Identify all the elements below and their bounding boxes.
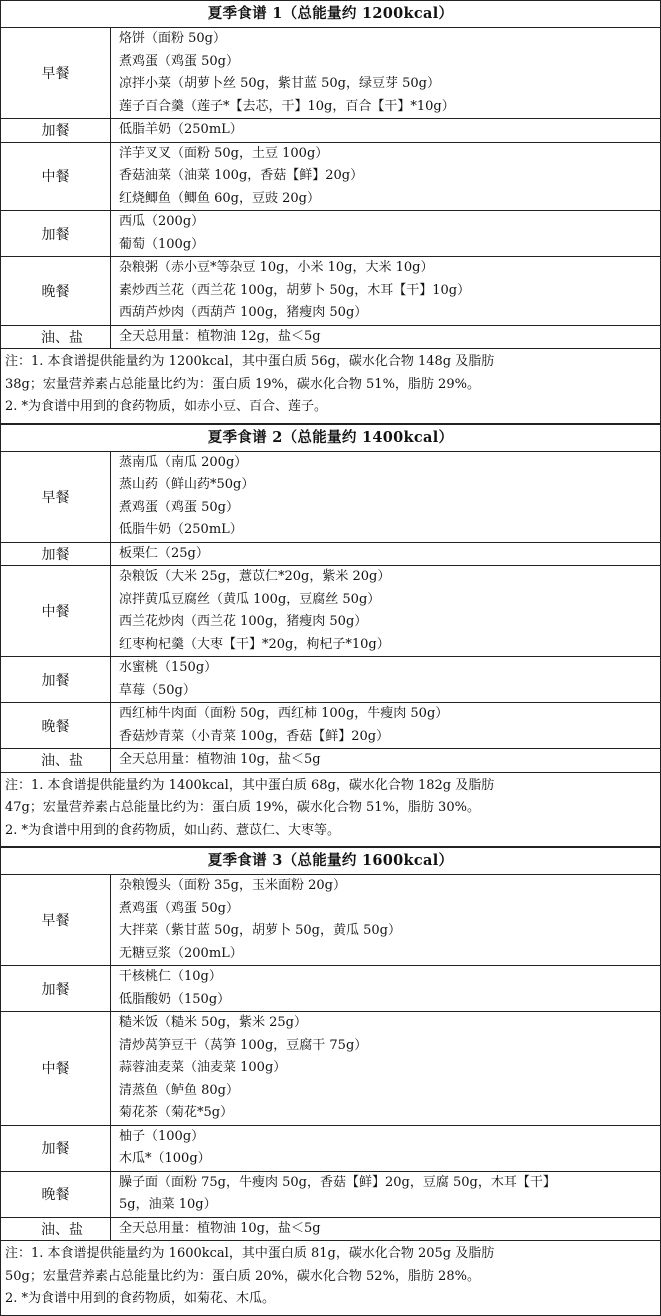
meal-item: 煮鸡蛋（鸡蛋 50g） <box>119 53 239 69</box>
meal-row <box>1 875 660 966</box>
meal-row <box>1 966 660 1012</box>
meal-item: 臊子面（面粉 75g，牛瘦肉 50g，香菇【鲜】20g，豆腐 50g，木耳【干】 <box>119 1174 556 1190</box>
meal-name: 早餐 <box>1 875 111 965</box>
meal-item: 西红柿牛肉面（面粉 50g，西红柿 100g，牛瘦肉 50g） <box>119 706 449 721</box>
meal-plan-table <box>0 847 661 1316</box>
meal-items <box>111 1012 660 1125</box>
meal-row <box>1 566 660 657</box>
meal-item: 葡萄（100g） <box>119 236 205 252</box>
meal-item: 香菇炒青菜（小青菜 100g，香菇【鲜】20g） <box>119 728 390 744</box>
meal-item: 低脂羊奶（250mL） <box>119 122 243 137</box>
meal-items <box>111 28 660 118</box>
meal-item: 杂粮饭（大米 25g，薏苡仁*20g，紫米 20g） <box>119 569 391 584</box>
meal-item: 烙饼（面粉 50g） <box>119 31 226 46</box>
meal-plan-table <box>0 0 661 424</box>
meal-name: 晚餐 <box>1 1172 111 1217</box>
meal-name: 加餐 <box>1 211 111 256</box>
meal-row <box>1 211 660 257</box>
meal-row <box>1 749 660 773</box>
meal-row <box>1 143 660 212</box>
meal-name: 早餐 <box>1 452 111 542</box>
note-line: 注：1. 本食谱提供能量约为 1600kcal，其中蛋白质 81g，碳水化合物 205g 及脂肪 <box>5 1246 495 1261</box>
meal-item: 杂粮馒头（面粉 35g，玉米面粉 20g） <box>119 878 346 893</box>
note-line: 38g；宏量营养素占总能量比约为：蛋白质 19%，碳水化合物 51%，脂肪 29%。 <box>5 376 480 392</box>
meal-items <box>111 1218 660 1241</box>
meal-item: 菊花茶（菊花*5g） <box>119 1105 234 1120</box>
note-line: 2. *为食谱中用到的食药物质，如山药、薏苡仁、大枣等。 <box>5 822 341 838</box>
plan-notes <box>1 773 660 848</box>
meal-item: 红枣枸杞羹（大枣【干】*20g，枸杞子*10g） <box>119 636 390 652</box>
meal-item: 全天总用量：植物油 12g，盐＜5g <box>119 328 321 344</box>
meal-item: 西葫芦炒肉（西葫芦 100g，猪瘦肉 50g） <box>119 305 368 320</box>
meal-item: 凉拌黄瓜豆腐丝（黄瓜 100g，豆腐丝 50g） <box>119 591 381 607</box>
meal-item: 香菇油菜（油菜 100g，香菇【鲜】20g） <box>119 168 364 183</box>
note-line: 注：1. 本食谱提供能量约为 1400kcal，其中蛋白质 68g，碳水化合物 182g 及脂肪 <box>5 777 495 793</box>
plan-notes <box>1 1241 660 1316</box>
meal-name: 油、盐 <box>1 326 111 349</box>
meal-row <box>1 1218 660 1242</box>
meal-name: 中餐 <box>1 143 111 211</box>
meal-item: 全天总用量：植物油 10g，盐＜5g <box>119 752 321 767</box>
meal-item: 大拌菜（紫甘蓝 50g，胡萝卜 50g，黄瓜 50g） <box>119 923 401 938</box>
meal-item: 蒜蓉油麦菜（油麦菜 100g） <box>119 1060 287 1075</box>
plan-title: 夏季食谱 1（总能量约 1200kcal） <box>1 0 660 28</box>
plan-title: 夏季食谱 3（总能量约 1600kcal） <box>1 847 660 875</box>
meal-item: 洋芋叉叉（面粉 50g，土豆 100g） <box>119 145 329 161</box>
note-line: 50g；宏量营养素占总能量比约为：蛋白质 20%，碳水化合物 52%，脂肪 28%。 <box>5 1268 480 1284</box>
meal-items <box>111 143 660 211</box>
meal-item: 木瓜*（100g） <box>119 1151 211 1166</box>
meal-plan-table <box>0 424 661 848</box>
meal-item: 低脂牛奶（250mL） <box>119 522 243 537</box>
meal-row <box>1 1126 660 1172</box>
meal-item: 全天总用量：植物油 10g，盐＜5g <box>119 1220 321 1236</box>
meal-items <box>111 703 660 748</box>
meal-items <box>111 875 660 965</box>
meal-item: 蒸南瓜（南瓜 200g） <box>119 454 248 470</box>
meal-item: 水蜜桃（150g） <box>119 660 218 675</box>
meal-items <box>111 257 660 325</box>
meal-item: 清蒸鱼（鲈鱼 80g） <box>119 1082 239 1098</box>
meal-item: 煮鸡蛋（鸡蛋 50g） <box>119 900 239 916</box>
plan-title: 夏季食谱 2（总能量约 1400kcal） <box>1 424 660 452</box>
meal-item: 红烧鲫鱼（鲫鱼 60g，豆豉 20g） <box>119 190 320 206</box>
note-line: 47g；宏量营养素占总能量比约为：蛋白质 19%，碳水化合物 51%，脂肪 30%。 <box>5 800 480 815</box>
plan-notes <box>1 349 660 424</box>
meal-name: 加餐 <box>1 657 111 702</box>
meal-row <box>1 657 660 703</box>
note-line: 2. *为食谱中用到的食药物质，如菊花、木瓜。 <box>5 1291 276 1306</box>
meal-item: 干核桃仁（10g） <box>119 969 222 984</box>
meal-item: 糙米饭（糙米 50g，紫米 25g） <box>119 1015 307 1030</box>
meal-item: 莲子百合羹（莲子*【去芯，干】10g，百合【干】*10g） <box>119 98 455 114</box>
meal-name: 油、盐 <box>1 1218 111 1241</box>
meal-item: 无糖豆浆（200mL） <box>119 945 243 961</box>
note-line: 注：1. 本食谱提供能量约为 1200kcal，其中蛋白质 56g，碳水化合物 148g 及脂肪 <box>5 354 495 369</box>
meal-items <box>111 119 660 142</box>
meal-name: 加餐 <box>1 1126 111 1171</box>
meal-items <box>111 657 660 702</box>
meal-item: 草莓（50g） <box>119 682 196 698</box>
meal-item: 凉拌小菜（胡萝卜丝 50g，紫甘蓝 50g，绿豆芽 50g） <box>119 76 440 91</box>
meal-items <box>111 966 660 1011</box>
meal-item: 板栗仁（25g） <box>119 545 209 561</box>
meal-items <box>111 452 660 542</box>
meal-items <box>111 749 660 772</box>
meal-name: 早餐 <box>1 28 111 118</box>
meal-item: 煮鸡蛋（鸡蛋 50g） <box>119 499 239 515</box>
meal-items <box>111 326 660 349</box>
meal-name: 加餐 <box>1 543 111 566</box>
meal-items <box>111 566 660 656</box>
meal-item: 西兰花炒肉（西兰花 100g，猪瘦肉 50g） <box>119 614 368 629</box>
meal-item: 西瓜（200g） <box>119 214 205 229</box>
meal-item: 蒸山药（鲜山药*50g） <box>119 477 255 492</box>
meal-row <box>1 1012 660 1126</box>
meal-row <box>1 28 660 119</box>
meal-name: 晚餐 <box>1 257 111 325</box>
meal-items <box>111 1126 660 1171</box>
meal-name: 加餐 <box>1 966 111 1011</box>
meal-row <box>1 452 660 543</box>
meal-items <box>111 543 660 566</box>
meal-name: 晚餐 <box>1 703 111 748</box>
meal-item: 柚子（100g） <box>119 1128 205 1144</box>
meal-items <box>111 1172 660 1217</box>
meal-row <box>1 257 660 326</box>
meal-item: 5g，油菜 10g） <box>119 1197 217 1212</box>
meal-item: 素炒西兰花（西兰花 100g，胡萝卜 50g，木耳【干】10g） <box>119 282 471 298</box>
meal-row <box>1 326 660 350</box>
meal-items <box>111 211 660 256</box>
meal-row <box>1 543 660 567</box>
meal-name: 油、盐 <box>1 749 111 772</box>
meal-row <box>1 119 660 143</box>
meal-item: 杂粮粥（赤小豆*等杂豆 10g，小米 10g，大米 10g） <box>119 260 434 275</box>
meal-item: 清炒莴笋豆干（莴笋 100g，豆腐干 75g） <box>119 1037 368 1053</box>
meal-row <box>1 1172 660 1218</box>
meal-item: 低脂酸奶（150g） <box>119 991 231 1007</box>
meal-name: 中餐 <box>1 1012 111 1125</box>
meal-name: 加餐 <box>1 119 111 142</box>
note-line: 2. *为食谱中用到的食药物质，如赤小豆、百合、莲子。 <box>5 399 328 414</box>
meal-row <box>1 703 660 749</box>
meal-name: 中餐 <box>1 566 111 656</box>
